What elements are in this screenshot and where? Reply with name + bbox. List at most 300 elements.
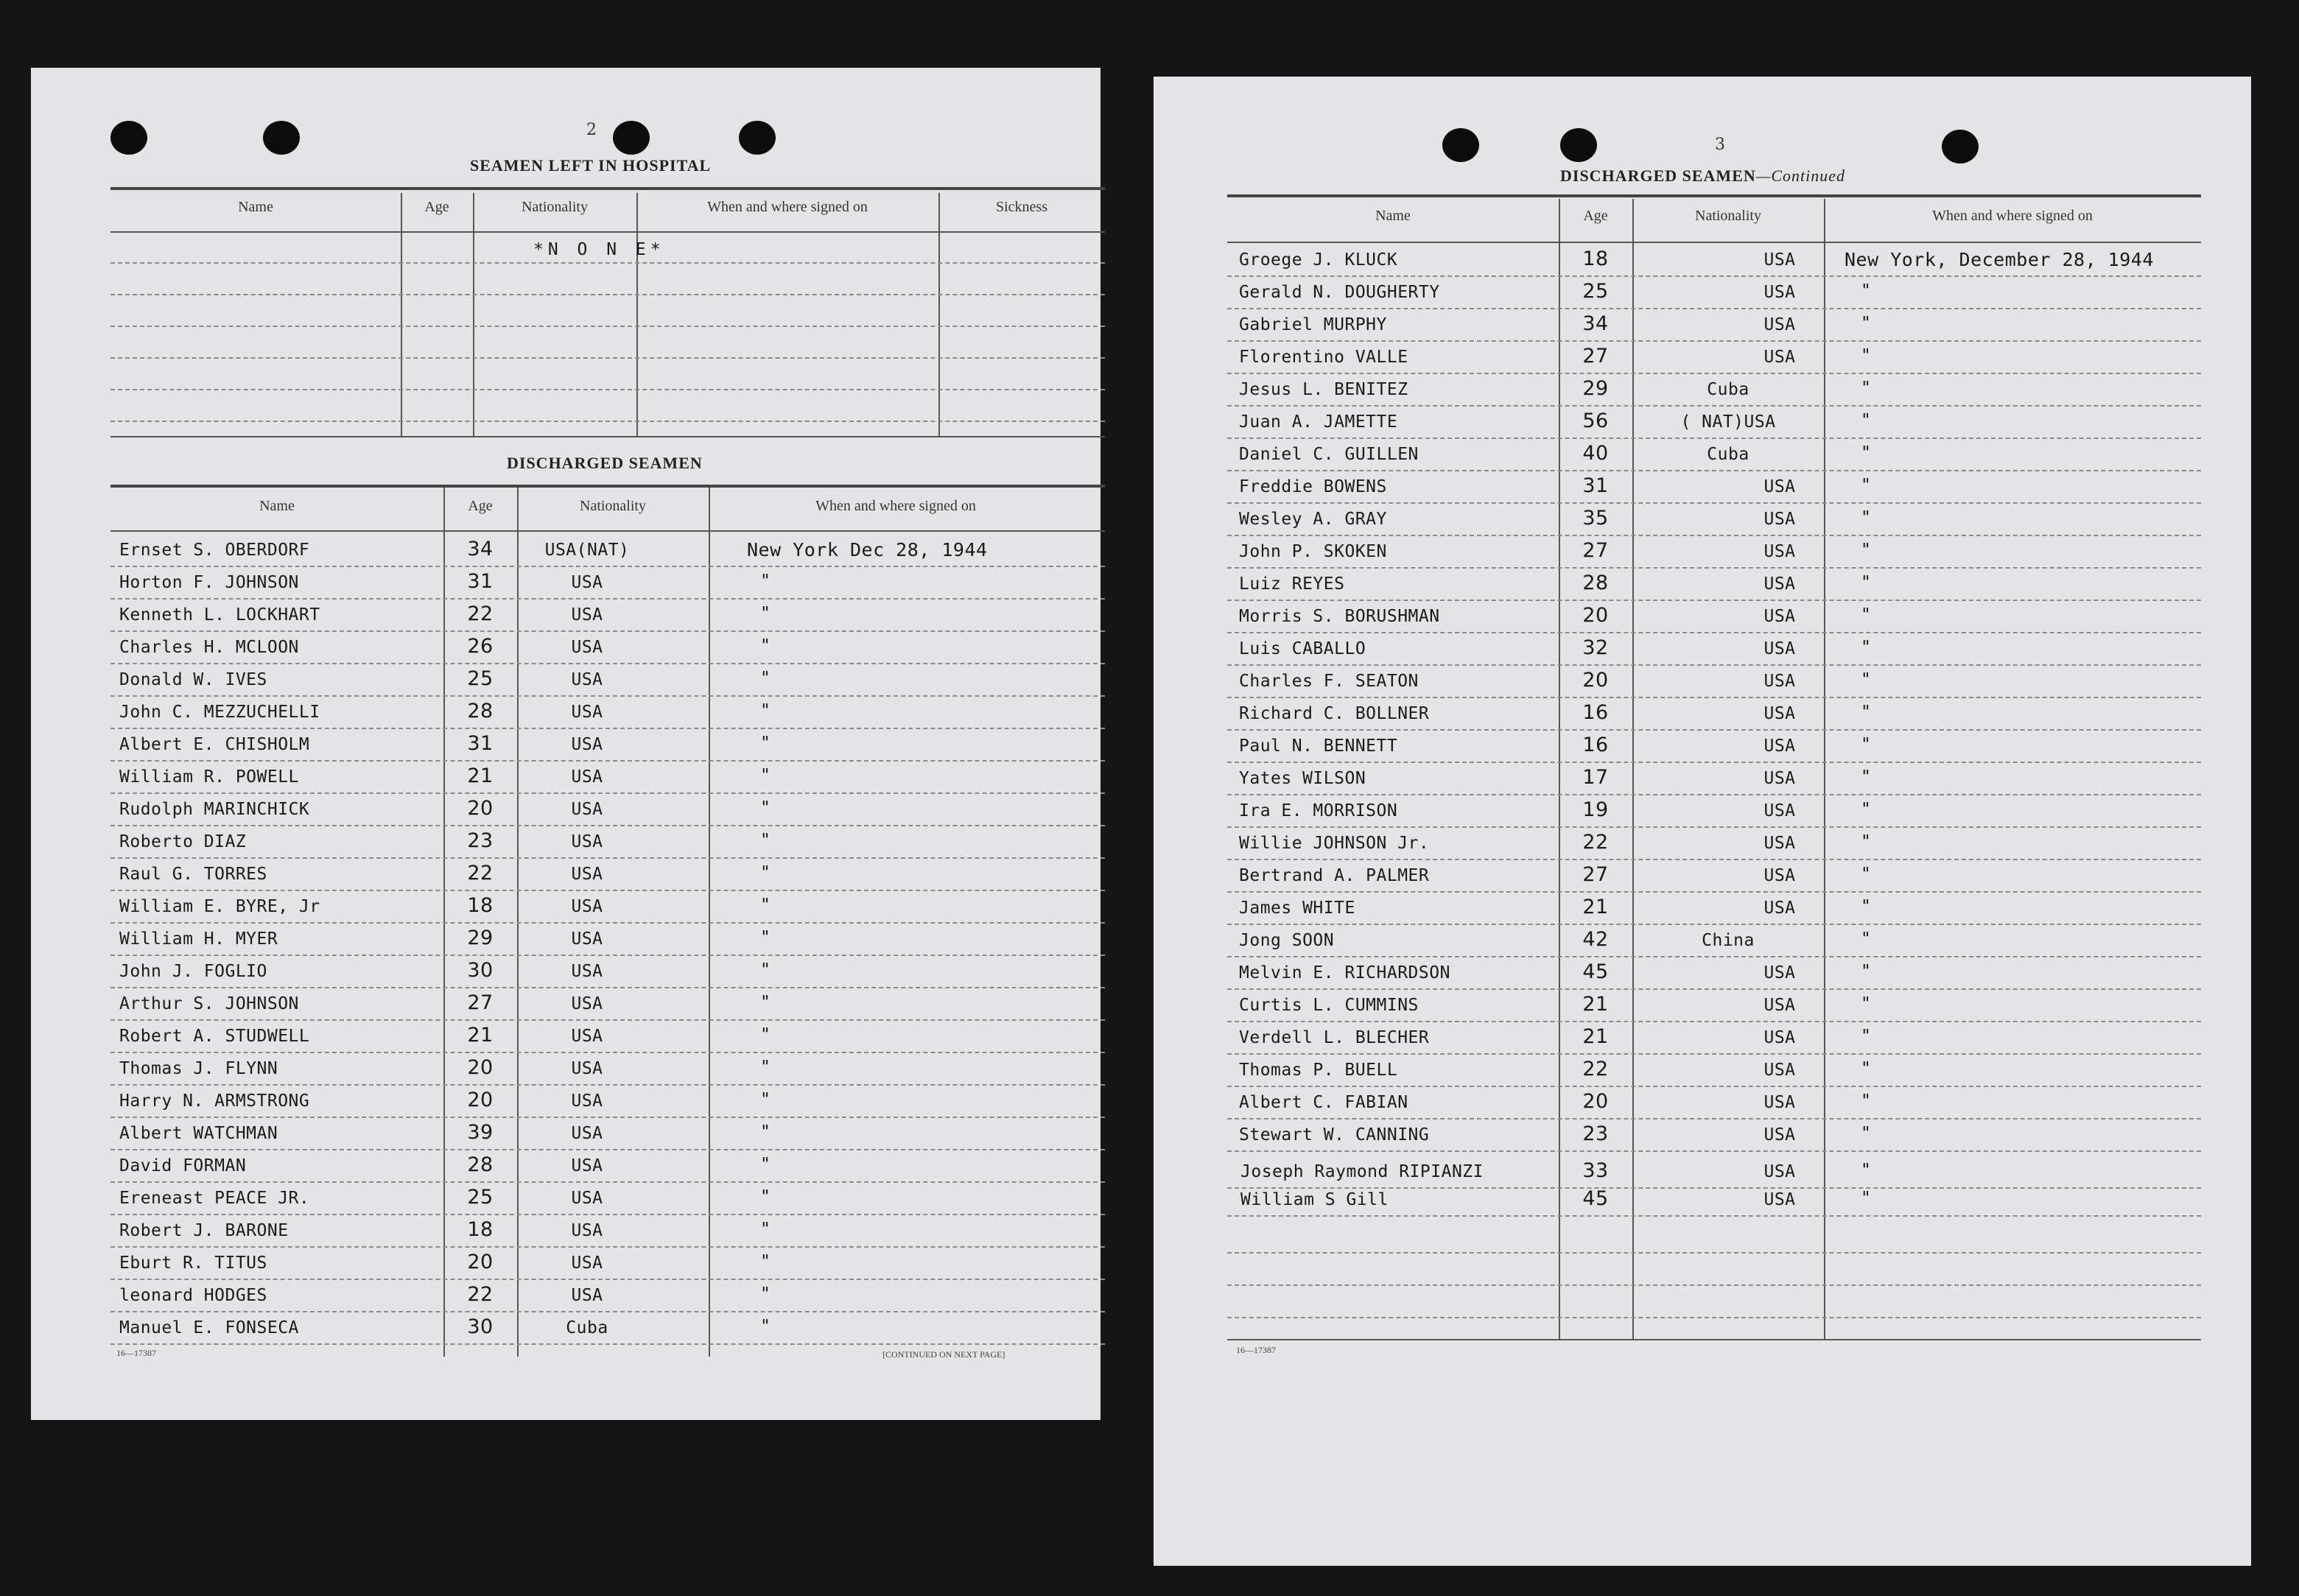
seaman-name: Yates WILSON	[1239, 769, 1366, 788]
seaman-age: 34	[1582, 312, 1609, 335]
seaman-nationality: USA	[1763, 1093, 1796, 1112]
seaman-age: 34	[467, 538, 494, 560]
signed-on: "	[760, 1090, 771, 1109]
seaman-nationality: USA	[571, 1221, 603, 1240]
seaman-age: 23	[1582, 1122, 1609, 1145]
col-header-age: Age	[1583, 208, 1608, 224]
none-note: *N O N E*	[533, 240, 665, 259]
rule	[110, 530, 1105, 532]
seaman-nationality: USA	[1763, 510, 1796, 529]
row-rule	[110, 598, 1105, 600]
signed-on: "	[760, 1122, 771, 1142]
seaman-name: Wesley A. GRAY	[1239, 510, 1387, 529]
col-divider	[473, 193, 474, 436]
seaman-name: Paul N. BENNETT	[1239, 737, 1398, 756]
seaman-nationality: USA	[1763, 607, 1796, 626]
seaman-nationality: USA	[571, 1091, 603, 1111]
row-rule	[110, 1279, 1105, 1280]
seaman-age: 17	[1582, 766, 1609, 789]
seaman-age: 30	[467, 1315, 494, 1338]
seaman-age: 18	[1582, 247, 1609, 270]
seaman-age: 22	[1582, 831, 1609, 854]
signed-on: "	[760, 993, 771, 1012]
seaman-nationality: USA	[1763, 834, 1796, 853]
seaman-nationality: USA	[1763, 704, 1796, 723]
seaman-name: Verdell L. BLECHER	[1239, 1028, 1430, 1047]
seaman-age: 28	[467, 1153, 494, 1176]
punch-hole	[739, 121, 776, 155]
seaman-name: John P. SKOKEN	[1239, 542, 1387, 561]
row-rule	[110, 262, 1105, 264]
row-rule	[110, 728, 1105, 729]
seaman-nationality: USA	[1763, 801, 1796, 820]
row-rule	[1227, 470, 2201, 471]
seaman-name: Robert A. STUDWELL	[119, 1027, 310, 1046]
seaman-nationality: USA	[1763, 574, 1796, 594]
seaman-name: Robert J. BARONE	[119, 1221, 289, 1240]
seaman-nationality: USA	[1763, 1190, 1796, 1209]
row-rule	[1227, 924, 2201, 925]
row-rule	[110, 1084, 1105, 1086]
signed-on: "	[760, 928, 771, 947]
signed-on: "	[760, 1317, 771, 1336]
signed-on: "	[760, 896, 771, 915]
seaman-nationality: USA	[571, 832, 603, 851]
row-rule	[1227, 1252, 2201, 1254]
col-header-age: Age	[424, 199, 449, 215]
seaman-name: Rudolph MARINCHICK	[119, 800, 310, 819]
row-rule	[1227, 891, 2201, 893]
seaman-nationality: USA	[571, 1027, 603, 1046]
seaman-name: William H. MYER	[119, 929, 278, 949]
signed-on: "	[760, 863, 771, 882]
page-number: 2	[586, 121, 597, 139]
col-header-signed-on: When and where signed on	[707, 199, 868, 215]
seaman-nationality: USA	[1763, 283, 1796, 302]
signed-on: "	[1861, 541, 1872, 560]
seaman-age: 21	[1582, 993, 1609, 1016]
seaman-nationality: USA	[571, 929, 603, 949]
signed-on: "	[760, 831, 771, 850]
row-rule	[1227, 859, 2201, 860]
seaman-name: Jesus L. BENITEZ	[1239, 380, 1408, 399]
seaman-name: Albert WATCHMAN	[119, 1124, 278, 1143]
row-rule	[110, 421, 1105, 422]
seaman-name: Albert C. FABIAN	[1239, 1093, 1408, 1112]
row-rule	[1227, 1317, 2201, 1318]
seaman-age: 20	[1582, 669, 1609, 692]
signed-on: "	[1861, 962, 1872, 981]
seaman-age: 18	[467, 894, 494, 917]
signed-on: "	[760, 604, 771, 623]
row-rule	[1227, 1118, 2201, 1119]
seaman-nationality: USA	[571, 962, 603, 981]
row-rule	[110, 1149, 1105, 1150]
seaman-nationality: USA	[1763, 542, 1796, 561]
signed-on: "	[1861, 508, 1872, 527]
seaman-name: Gabriel MURPHY	[1239, 315, 1387, 334]
seaman-nationality: USA	[1763, 639, 1796, 658]
seaman-nationality: USA	[571, 573, 603, 592]
rule	[110, 485, 1105, 488]
seaman-age: 30	[467, 959, 494, 982]
row-rule	[1227, 437, 2201, 439]
seaman-age: 40	[1582, 442, 1609, 465]
seaman-nationality: USA	[1763, 315, 1796, 334]
signed-on: "	[1861, 994, 1872, 1013]
seaman-age: 27	[1582, 345, 1609, 368]
signed-on: "	[760, 1284, 771, 1304]
seaman-age: 21	[467, 764, 494, 787]
rule	[1227, 194, 2201, 197]
seaman-age: 31	[1582, 474, 1609, 497]
col-header-nationality: Nationality	[1695, 208, 1761, 224]
signed-on: "	[1861, 800, 1872, 819]
seaman-age: 35	[1582, 507, 1609, 530]
seaman-age: 23	[467, 829, 494, 852]
hospital-section-title: SEAMEN LEFT IN HOSPITAL	[470, 156, 712, 175]
row-rule	[110, 1214, 1105, 1215]
row-rule	[110, 1181, 1105, 1183]
col-divider	[401, 193, 402, 436]
row-rule	[1227, 308, 2201, 309]
signed-on: "	[1861, 735, 1872, 754]
seaman-nationality: USA(NAT)	[544, 541, 630, 560]
seaman-name: Luiz REYES	[1239, 574, 1345, 594]
signed-on: New York Dec 28, 1944	[747, 539, 988, 560]
seaman-nationality: USA	[571, 994, 603, 1013]
seaman-name: Richard C. BOLLNER	[1239, 704, 1430, 723]
row-rule	[1227, 1053, 2201, 1055]
seaman-nationality: Cuba	[1707, 445, 1749, 464]
seaman-age: 45	[1582, 1187, 1609, 1210]
row-rule	[110, 857, 1105, 859]
discharged-continued-title	[1560, 166, 1845, 186]
punch-hole	[1560, 128, 1597, 162]
row-rule	[1227, 567, 2201, 569]
seaman-name: James WHITE	[1239, 899, 1355, 918]
signed-on: "	[760, 669, 771, 688]
signed-on: "	[1861, 670, 1872, 689]
seaman-age: 22	[467, 1283, 494, 1306]
signed-on: "	[760, 1155, 771, 1174]
seaman-age: 19	[1582, 798, 1609, 821]
row-rule	[1227, 502, 2201, 504]
row-rule	[110, 922, 1105, 924]
seaman-nationality: Cuba	[1707, 380, 1749, 399]
seaman-name: William R. POWELL	[119, 767, 299, 787]
seaman-age: 16	[1582, 701, 1609, 724]
row-rule	[1227, 826, 2201, 828]
seaman-nationality: USA	[571, 865, 603, 884]
seaman-name: Daniel C. GUILLEN	[1239, 445, 1419, 464]
row-rule	[110, 955, 1105, 956]
seaman-age: 29	[467, 927, 494, 949]
col-divider	[636, 193, 638, 436]
punch-hole	[110, 121, 147, 155]
seaman-nationality: USA	[571, 605, 603, 625]
seaman-name: Donald W. IVES	[119, 670, 267, 689]
row-rule	[1227, 697, 2201, 698]
seaman-nationality: USA	[1763, 866, 1796, 885]
seaman-age: 25	[467, 1186, 494, 1209]
seaman-name: leonard HODGES	[119, 1286, 267, 1305]
seaman-name: Freddie BOWENS	[1239, 477, 1387, 496]
seaman-name: Ira E. MORRISON	[1239, 801, 1398, 820]
row-rule	[110, 890, 1105, 891]
signed-on: "	[1861, 379, 1872, 398]
signed-on: "	[1861, 1124, 1872, 1143]
seaman-nationality: USA	[1763, 1125, 1796, 1145]
seaman-name: Juan A. JAMETTE	[1239, 412, 1398, 432]
seaman-nationality: USA	[1763, 1061, 1796, 1080]
signed-on: "	[1861, 897, 1872, 916]
rule	[110, 231, 1105, 233]
seaman-nationality: USA	[1763, 1162, 1796, 1181]
signed-on: "	[760, 766, 771, 785]
seaman-name: Ernset S. OBERDORF	[119, 541, 310, 560]
seaman-age: 39	[467, 1121, 494, 1144]
seaman-age: 27	[1582, 539, 1609, 562]
seaman-name: William S Gill	[1240, 1190, 1389, 1209]
row-rule	[110, 1343, 1105, 1345]
rule	[1227, 1339, 2201, 1340]
col-header-name: Name	[1375, 208, 1411, 224]
signed-on: "	[1861, 1189, 1872, 1208]
seaman-name: Manuel E. FONSECA	[119, 1318, 299, 1337]
signed-on: "	[1861, 1161, 1872, 1180]
seaman-name: Groege J. KLUCK	[1239, 250, 1398, 270]
seaman-nationality: USA	[1763, 672, 1796, 691]
signed-on: New York, December 28, 1944	[1845, 249, 2154, 270]
seaman-age: 22	[1582, 1058, 1609, 1080]
seaman-nationality: USA	[571, 1254, 603, 1273]
seaman-age: 16	[1582, 734, 1609, 756]
page-number: 3	[1715, 136, 1725, 154]
col-divider	[1632, 199, 1634, 1339]
seaman-age: 21	[1582, 896, 1609, 918]
seaman-age: 22	[467, 862, 494, 885]
seaman-age: 45	[1582, 960, 1609, 983]
row-rule	[110, 294, 1105, 295]
row-rule	[1227, 1150, 2201, 1152]
row-rule	[1227, 762, 2201, 763]
seaman-age: 20	[467, 1251, 494, 1273]
seaman-name: Bertrand A. PALMER	[1239, 866, 1430, 885]
seaman-name: Florentino VALLE	[1239, 348, 1408, 367]
seaman-nationality: USA	[1763, 899, 1796, 918]
seaman-age: 25	[1582, 280, 1609, 303]
seaman-nationality: USA	[1763, 737, 1796, 756]
row-rule	[110, 987, 1105, 988]
punch-hole	[1942, 130, 1979, 164]
seaman-name: John C. MEZZUCHELLI	[119, 703, 320, 722]
seaman-nationality: USA	[1763, 250, 1796, 270]
seaman-name: William E. BYRE, Jr	[119, 897, 320, 916]
seaman-age: 20	[1582, 604, 1609, 627]
signed-on: "	[760, 734, 771, 753]
seaman-name: Melvin E. RICHARDSON	[1239, 963, 1450, 982]
signed-on: "	[760, 1252, 771, 1271]
title-text: DISCHARGED SEAMEN	[1560, 166, 1756, 185]
signed-on: "	[1861, 703, 1872, 722]
row-rule	[1227, 794, 2201, 795]
seaman-age: 21	[467, 1024, 494, 1047]
seaman-age: 27	[467, 991, 494, 1014]
row-rule	[1227, 1021, 2201, 1022]
seaman-name: Arthur S. JOHNSON	[119, 994, 299, 1013]
row-rule	[1227, 535, 2201, 536]
row-rule	[110, 1246, 1105, 1248]
seaman-nationality: USA	[571, 1124, 603, 1143]
seaman-nationality: USA	[571, 1059, 603, 1078]
seaman-name: Jong SOON	[1239, 931, 1335, 950]
row-rule	[110, 357, 1105, 359]
seaman-age: 33	[1582, 1159, 1609, 1182]
seaman-age: 20	[467, 1056, 494, 1079]
seaman-nationality: USA	[571, 1286, 603, 1305]
row-rule	[110, 695, 1105, 697]
left-page	[31, 68, 1101, 1420]
row-rule	[1227, 340, 2201, 342]
seaman-nationality: USA	[571, 767, 603, 787]
signed-on: "	[760, 1025, 771, 1044]
row-rule	[1227, 275, 2201, 277]
row-rule	[110, 1019, 1105, 1021]
col-header-age: Age	[468, 498, 493, 514]
seaman-age: 27	[1582, 863, 1609, 886]
rule	[110, 187, 1105, 190]
seaman-nationality: USA	[1763, 477, 1796, 496]
row-rule	[1227, 1284, 2201, 1286]
col-header-sickness: Sickness	[996, 199, 1047, 215]
form-number: 16—17387	[116, 1348, 156, 1358]
signed-on: "	[1861, 281, 1872, 300]
row-rule	[110, 760, 1105, 762]
seaman-nationality: USA	[571, 897, 603, 916]
signed-on: "	[1861, 346, 1872, 365]
signed-on: "	[760, 1187, 771, 1206]
signed-on: "	[1861, 1091, 1872, 1111]
col-header-signed-on: When and where signed on	[1932, 208, 2093, 224]
seaman-name: Eburt R. TITUS	[119, 1254, 267, 1273]
seaman-name: David FORMAN	[119, 1156, 247, 1175]
seaman-name: John J. FOGLIO	[119, 962, 267, 981]
row-rule	[1227, 632, 2201, 633]
signed-on: "	[1861, 443, 1872, 463]
seaman-age: 18	[467, 1218, 494, 1241]
row-rule	[110, 326, 1105, 327]
seaman-name: Albert E. CHISHOLM	[119, 735, 310, 754]
rule	[110, 436, 1105, 437]
rule	[1227, 242, 2201, 243]
row-rule	[1227, 405, 2201, 407]
row-rule	[1227, 1187, 2201, 1189]
seaman-name: Kenneth L. LOCKHART	[119, 605, 320, 625]
seaman-nationality: USA	[571, 735, 603, 754]
row-rule	[110, 630, 1105, 632]
seaman-nationality: Cuba	[566, 1318, 608, 1337]
seaman-name: Raul G. TORRES	[119, 865, 267, 884]
seaman-age: 22	[467, 602, 494, 625]
col-header-nationality: Nationality	[580, 498, 646, 514]
seaman-nationality: China	[1702, 931, 1755, 950]
seaman-name: Roberto DIAZ	[119, 832, 247, 851]
seaman-age: 31	[467, 570, 494, 593]
seaman-nationality: ( NAT)USA	[1680, 412, 1776, 432]
row-rule	[1227, 373, 2201, 374]
signed-on: "	[1861, 476, 1872, 495]
signed-on: "	[1861, 1027, 1872, 1046]
punch-hole	[1442, 128, 1479, 162]
seaman-age: 31	[467, 732, 494, 755]
seaman-nationality: USA	[1763, 996, 1796, 1015]
seaman-nationality: USA	[571, 800, 603, 819]
row-rule	[110, 1311, 1105, 1312]
row-rule	[1227, 988, 2201, 990]
signed-on: "	[1861, 767, 1872, 787]
seaman-nationality: USA	[571, 638, 603, 657]
seaman-name: Charles H. MCLOON	[119, 638, 299, 657]
col-header-name: Name	[238, 199, 273, 215]
signed-on: "	[760, 701, 771, 720]
continued-note: [CONTINUED ON NEXT PAGE]	[882, 1349, 1005, 1360]
signed-on: "	[1861, 865, 1872, 884]
col-divider	[938, 193, 940, 436]
seaman-age: 32	[1582, 636, 1609, 659]
signed-on: "	[1861, 929, 1872, 949]
seaman-name: Ereneast PEACE JR.	[119, 1189, 310, 1208]
seaman-name: Curtis L. CUMMINS	[1239, 996, 1419, 1015]
seaman-name: Joseph Raymond RIPIANZI	[1240, 1162, 1484, 1181]
seaman-age: 28	[1582, 572, 1609, 594]
signed-on: "	[760, 798, 771, 818]
row-rule	[110, 1052, 1105, 1053]
seaman-nationality: USA	[571, 1156, 603, 1175]
seaman-nationality: USA	[571, 670, 603, 689]
signed-on: "	[760, 1058, 771, 1077]
seaman-name: Thomas P. BUELL	[1239, 1061, 1398, 1080]
seaman-age: 25	[467, 667, 494, 690]
seaman-age: 26	[467, 635, 494, 658]
seaman-age: 20	[467, 797, 494, 820]
row-rule	[1227, 600, 2201, 601]
signed-on: "	[1861, 832, 1872, 851]
seaman-nationality: USA	[1763, 348, 1796, 367]
seaman-name: Charles F. SEATON	[1239, 672, 1419, 691]
row-rule	[1227, 1215, 2201, 1217]
right-page	[1154, 77, 2251, 1566]
seaman-name: Willie JOHNSON Jr.	[1239, 834, 1430, 853]
seaman-name: Luis CABALLO	[1239, 639, 1366, 658]
seaman-age: 56	[1582, 409, 1609, 432]
discharged-section-title: DISCHARGED SEAMEN	[507, 454, 703, 472]
seaman-age: 21	[1582, 1025, 1609, 1048]
punch-hole	[613, 121, 650, 155]
punch-hole	[263, 121, 300, 155]
seaman-name: Gerald N. DOUGHERTY	[1239, 283, 1440, 302]
signed-on: "	[1861, 314, 1872, 333]
form-number: 16—17387	[1236, 1345, 1276, 1355]
signed-on: "	[760, 636, 771, 655]
col-header-signed-on: When and where signed on	[815, 498, 976, 514]
seaman-name: Harry N. ARMSTRONG	[119, 1091, 310, 1111]
signed-on: "	[1861, 573, 1872, 592]
seaman-name: Stewart W. CANNING	[1239, 1125, 1430, 1145]
seaman-age: 42	[1582, 928, 1609, 951]
signed-on: "	[760, 960, 771, 980]
row-rule	[1227, 729, 2201, 731]
